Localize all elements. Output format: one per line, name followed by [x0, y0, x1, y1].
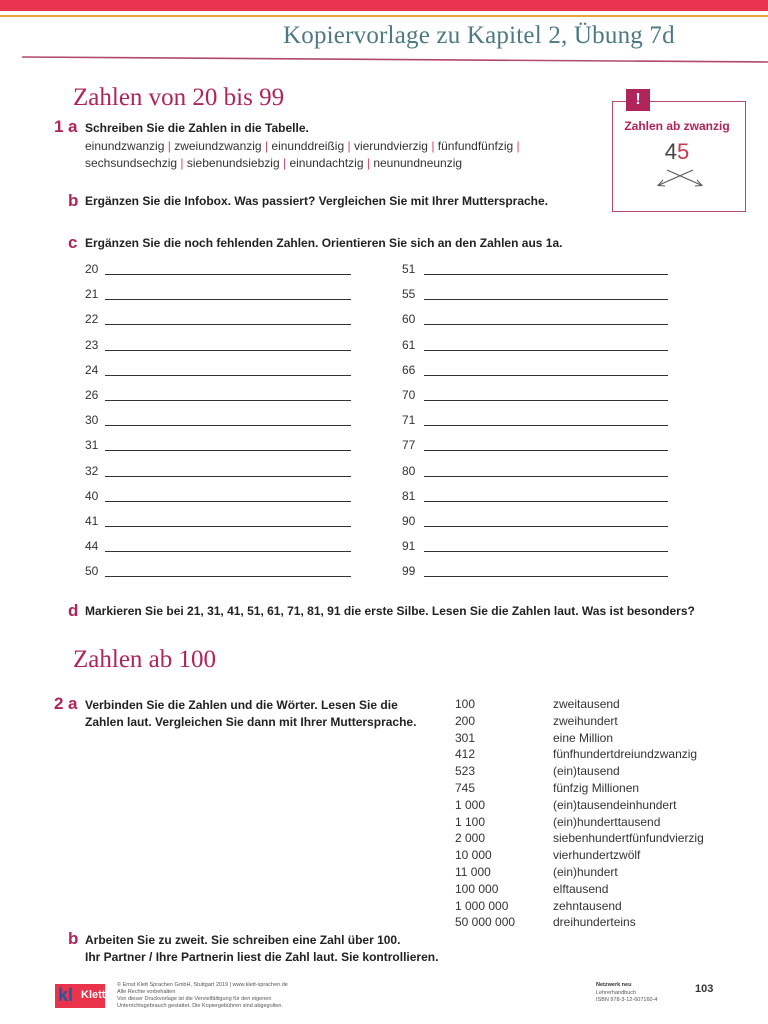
row-number: 30: [85, 413, 99, 428]
answer-line[interactable]: [424, 526, 668, 527]
infobox-number: [621, 139, 733, 165]
section-heading-20-99: Zahlen von 20 bis 99: [73, 84, 285, 111]
row-number: 41: [85, 514, 99, 528]
answer-line[interactable]: [424, 400, 668, 401]
word-item: fünfzig Millionen: [553, 781, 640, 795]
word-separator: |: [180, 156, 184, 170]
answer-line[interactable]: [105, 400, 351, 401]
word-separator: |: [347, 139, 351, 153]
number-item: 50 000 000: [455, 915, 516, 930]
number-item: 2 000: [455, 831, 486, 846]
task-number-2: 2: [54, 694, 64, 713]
word-item: sechsundsechzig: [85, 156, 178, 170]
number-item: 11 000: [455, 865, 491, 879]
infobox-title: Zahlen ab zwanzig: [624, 119, 730, 133]
answer-line[interactable]: [105, 450, 351, 451]
number-item: 745: [455, 781, 476, 795]
word-separator: |: [167, 139, 171, 153]
row-number: 80: [402, 463, 416, 478]
row-number: 40: [85, 488, 99, 503]
word-item: einundachtzig: [289, 156, 364, 170]
footer-book-subtitle: Lehrerhandbuch: [596, 990, 637, 996]
task-letter-1c: c: [68, 233, 78, 252]
answer-line[interactable]: [105, 350, 351, 351]
swap-arrows-icon: [651, 168, 709, 195]
answer-line[interactable]: [105, 576, 351, 577]
task-number-1: 1: [54, 117, 64, 136]
word-item: (ein)tausend: [553, 764, 620, 779]
answer-line[interactable]: [424, 450, 668, 451]
row-number: 77: [402, 438, 416, 453]
answer-line[interactable]: [424, 274, 668, 275]
task-1a-instruction: Schreiben Sie die Zahlen in die Tabelle.: [85, 121, 309, 135]
task-letter-1b: b: [68, 191, 79, 210]
row-number: 32: [85, 463, 99, 478]
row-number: 55: [402, 287, 416, 302]
answer-line[interactable]: [105, 375, 351, 376]
row-number: 81: [402, 488, 416, 503]
number-item: 301: [455, 730, 476, 745]
word-item: dreihunderteins: [553, 915, 636, 930]
row-number: 90: [402, 514, 416, 528]
footer-copyright-line-2: Alle Rechte vorbehalten: [117, 989, 176, 995]
row-number: 50: [85, 564, 99, 579]
number-item: 1 000 000: [455, 898, 509, 913]
answer-line[interactable]: [424, 576, 668, 577]
number-item: 200: [455, 713, 476, 728]
answer-line[interactable]: [424, 551, 668, 552]
task-2b-instruction-line-2: Ihr Partner / Ihre Partnerin liest die Zahl laut. Sie kontrollieren.: [85, 950, 439, 964]
row-number: 20: [85, 262, 99, 276]
task-letter-2b: b: [68, 929, 79, 948]
answer-line[interactable]: [105, 501, 351, 502]
number-item: 1 000: [455, 797, 486, 812]
top-accent-line: [0, 15, 768, 17]
klett-logo: [55, 984, 105, 1008]
word-list-line-1: [85, 139, 520, 153]
task-2b-instruction-line-1: Arbeiten Sie zu zweit. Sie schreiben eine Zahl über 100.: [85, 933, 401, 947]
answer-line[interactable]: [105, 526, 351, 527]
number-item: 100 000: [455, 881, 499, 896]
row-number: 44: [85, 539, 99, 554]
answer-line[interactable]: [424, 324, 668, 325]
word-separator: |: [431, 139, 435, 153]
task-letter-1d: d: [68, 601, 79, 620]
task-1c-instruction: Ergänzen Sie die noch fehlenden Zahlen. Orientieren Sie sich an den Zahlen aus 1a.: [85, 236, 563, 250]
task-2a-instruction-line-1: Verbinden Sie die Zahlen und die Wörter. Lesen Sie die: [85, 698, 398, 712]
word-separator: |: [366, 156, 370, 170]
row-number: 66: [402, 362, 416, 377]
answer-line[interactable]: [424, 425, 668, 426]
task-2a-instruction-line-2: Zahlen laut. Vergleichen Sie dann mit Ihrer Muttersprache.: [85, 715, 417, 729]
row-number: 22: [85, 312, 99, 327]
answer-line[interactable]: [424, 501, 668, 502]
word-item: vierundvierzig: [353, 139, 428, 153]
word-list-line-2: [85, 156, 462, 170]
number-item: 10 000: [455, 848, 492, 863]
number-item: 100: [455, 697, 476, 711]
word-separator: |: [264, 139, 269, 153]
number-item: 412: [455, 747, 476, 762]
answer-line[interactable]: [105, 274, 351, 275]
number-item: 1 100: [455, 814, 486, 829]
word-item: zehntausend: [553, 898, 622, 913]
section-heading-ab-100: Zahlen ab 100: [73, 646, 217, 673]
row-number: 70: [402, 388, 416, 402]
task-1b-instruction: Ergänzen Sie die Infobox. Was passiert? Vergleichen Sie mit Ihrer Muttersprache.: [85, 194, 549, 208]
word-item: (ein)tausendeinhundert: [553, 797, 677, 812]
word-item: vierhundertzwölf: [553, 848, 641, 863]
row-number: 60: [402, 312, 416, 327]
word-item: einunddreißig: [271, 139, 345, 153]
row-number: 23: [85, 337, 99, 352]
word-separator: |: [516, 139, 520, 153]
word-item: fünfhundertdreiundzwanzig: [553, 747, 698, 762]
word-item: eine Million: [553, 730, 614, 745]
klett-logo-text: Klett: [81, 989, 106, 1001]
footer-book-title: Netzwerk neu: [596, 982, 632, 988]
answer-line[interactable]: [105, 324, 351, 325]
word-item: einundzwanzig: [85, 139, 165, 153]
word-item: fünfundfünfzig: [437, 139, 514, 153]
number-item: 523: [455, 764, 476, 779]
row-number: 71: [402, 413, 416, 428]
footer-copyright-line-1: © Ernst Klett Sprachen GmbH, Stuttgart 2019 | www.klett-sprachen.de: [117, 982, 288, 988]
footer-copyright-line-3: Von dieser Druckvorlage ist die Vervielfältigung für den eigenen: [117, 996, 272, 1002]
word-item: elftausend: [553, 881, 609, 896]
word-item: zweitausend: [553, 697, 620, 711]
answer-line[interactable]: [424, 299, 668, 300]
task-1d-instruction: Markieren Sie bei 21, 31, 41, 51, 61, 71, 81, 91 die erste Silbe. Lesen Sie die Zahlen laut. Was ist besonders?: [85, 604, 695, 618]
answer-line[interactable]: [105, 476, 351, 477]
word-item: zweihundert: [553, 713, 618, 728]
word-item: siebenhundertfünfundvierzig: [553, 831, 704, 846]
answer-line[interactable]: [105, 551, 351, 552]
row-number: 24: [85, 362, 99, 377]
task-letter-1a: a: [68, 117, 78, 136]
page-title: Kopiervorlage zu Kapitel 2, Übung 7d: [283, 22, 675, 49]
page-number: 103: [695, 983, 714, 995]
word-item: (ein)hundert: [553, 865, 618, 879]
row-number: 51: [402, 262, 416, 276]
row-number: 91: [402, 539, 416, 554]
word-item: neunundneunzig: [373, 156, 463, 170]
row-number: 21: [85, 287, 99, 302]
exclamation-icon: !: [626, 89, 650, 111]
answer-line[interactable]: [424, 350, 668, 351]
answer-line[interactable]: [105, 425, 351, 426]
top-color-bar: [0, 0, 768, 11]
infobox-digit-tens: 4: [664, 139, 677, 164]
header-divider: [22, 56, 768, 64]
word-item: zweiundzwanzig: [174, 139, 262, 153]
word-separator: |: [282, 156, 287, 170]
klett-logo-mark: kl: [58, 985, 74, 1005]
row-number: 26: [85, 388, 99, 402]
footer-isbn: ISBN 978-3-12-607160-4: [596, 997, 658, 1003]
answer-line[interactable]: [424, 476, 668, 477]
row-number: 61: [402, 337, 416, 352]
word-item: siebenundsiebzig: [186, 156, 280, 170]
answer-line[interactable]: [105, 299, 351, 300]
task-letter-2a: a: [68, 694, 78, 713]
row-number: 99: [402, 564, 416, 579]
row-number: 31: [85, 438, 99, 453]
footer-copyright-line-4: Unterrichtsgebrauch gestattet. Die Kopiergebühren sind abgegolten.: [117, 1003, 284, 1009]
word-item: (ein)hunderttausend: [553, 814, 661, 829]
infobox-digit-ones: 5: [677, 139, 690, 164]
answer-line[interactable]: [424, 375, 668, 376]
